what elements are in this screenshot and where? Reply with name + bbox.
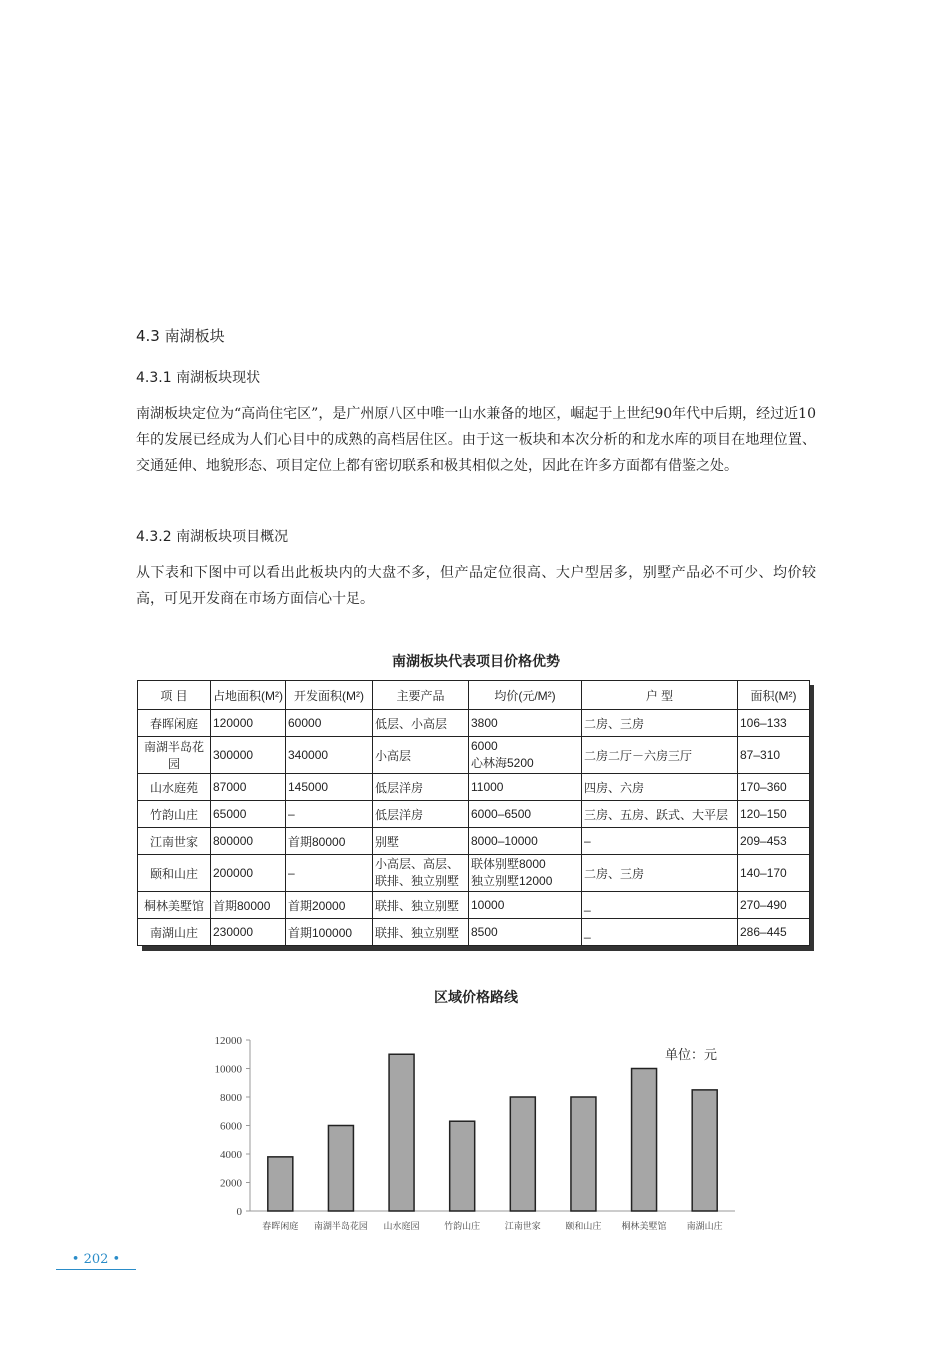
table-row (138, 828, 810, 855)
table-cell: 二房、三房 (582, 710, 738, 737)
y-tick-label: 0 (236, 1206, 242, 1218)
subsection-heading-1: 4.3.1 南湖板块现状 (136, 370, 261, 386)
chart-title: 区域价格路线 (434, 990, 518, 1006)
table-row (138, 710, 810, 737)
table-header-row (138, 681, 810, 710)
table-row (138, 774, 810, 801)
table-cell: 联体别墅8000 独立别墅12000 (469, 855, 582, 892)
table-row (138, 892, 810, 919)
subsection-heading-2: 4.3.2 南湖板块项目概况 (136, 529, 289, 545)
header-avg-price: 均价(元/M²) (469, 681, 582, 710)
bar (389, 1054, 414, 1211)
table-row (138, 801, 810, 828)
paragraph-1 (136, 401, 816, 479)
y-tick-label: 8000 (220, 1092, 242, 1104)
bar (692, 1090, 717, 1211)
table-cell: 270–490 (738, 892, 810, 919)
table-cell: 别墅 (373, 828, 469, 855)
table-row (138, 855, 810, 892)
table-cell: 春晖闲庭 (138, 710, 211, 737)
table-cell: 200000 (211, 855, 286, 892)
table-cell: 联排、独立别墅 (373, 892, 469, 919)
table-cell: 65000 (211, 801, 286, 828)
table-cell: 小高层 (373, 737, 469, 774)
price-table-container (137, 680, 809, 946)
table-cell: 6000–6500 (469, 801, 582, 828)
table-cell: 南湖山庄 (138, 919, 211, 946)
table-cell: 山水庭苑 (138, 774, 211, 801)
table-cell: 800000 (211, 828, 286, 855)
x-tick-label: 颐和山庄 (565, 1222, 602, 1232)
table-cell: – (286, 855, 373, 892)
header-layout: 户 型 (582, 681, 738, 710)
table-cell: 6000 心林海5200 (469, 737, 582, 774)
table-cell: 340000 (286, 737, 373, 774)
table-cell: 3800 (469, 710, 582, 737)
table-cell: 首期80000 (286, 828, 373, 855)
table-cell: 首期80000 (211, 892, 286, 919)
price-table (137, 680, 810, 946)
header-product: 主要产品 (373, 681, 469, 710)
page-number: • 202 • (56, 1252, 136, 1270)
table-cell: – (582, 828, 738, 855)
table-cell: 低层洋房 (373, 801, 469, 828)
bar (510, 1097, 535, 1211)
paragraph-1-text: 南湖板块定位为“高尚住宅区”，是广州原八区中唯一山水兼备的地区，崛起于上世纪90年代中后期，经过近10年的发展已经成为人们心目中的成熟的高档居住区。由于这一板块和本次分析的和龙水库的项目在地理位置、交通延伸、地貌形态、项目定位上都有密切联系和极其相似之处，因此在许多方面都有借鉴之处。 (136, 406, 816, 474)
price-bar-chart (195, 1025, 755, 1240)
table-cell: 三房、五房、跃式、大平层 (582, 801, 738, 828)
header-area: 面积(M²) (738, 681, 810, 710)
table-cell: 二房二厅－六房三厅 (582, 737, 738, 774)
table-row (138, 737, 810, 774)
table-cell: 106–133 (738, 710, 810, 737)
table-cell: 8500 (469, 919, 582, 946)
y-tick-label: 2000 (220, 1177, 242, 1190)
table-cell: 60000 (286, 710, 373, 737)
table-cell: 桐林美墅馆 (138, 892, 211, 919)
table-cell: 230000 (211, 919, 286, 946)
table-cell: 低层洋房 (373, 774, 469, 801)
x-tick-label: 竹韵山庄 (444, 1222, 481, 1232)
table-cell: 联排、独立别墅 (373, 919, 469, 946)
table-row (138, 919, 810, 946)
x-tick-label: 江南世家 (504, 1222, 541, 1232)
table-cell: 87–310 (738, 737, 810, 774)
paragraph-2-text: 从下表和下图中可以看出此板块内的大盘不多，但产品定位很高、大户型居多，别墅产品必不可少、均价较高，可见开发商在市场方面信心十足。 (136, 565, 816, 607)
y-tick-label: 12000 (214, 1035, 242, 1047)
table-cell: 209–453 (738, 828, 810, 855)
table-cell: 颐和山庄 (138, 855, 211, 892)
table-cell: 140–170 (738, 855, 810, 892)
bar (571, 1097, 596, 1211)
table-cell: _ (582, 919, 738, 946)
table-cell: 11000 (469, 774, 582, 801)
table-cell: 二房、三房 (582, 855, 738, 892)
y-tick-label: 4000 (220, 1149, 242, 1161)
table-cell: 120–150 (738, 801, 810, 828)
table-cell: 竹韵山庄 (138, 801, 211, 828)
table-cell: 286–445 (738, 919, 810, 946)
bar (632, 1069, 657, 1212)
table-cell: 145000 (286, 774, 373, 801)
table-cell: 江南世家 (138, 828, 211, 855)
table-title: 南湖板块代表项目价格优势 (392, 654, 560, 670)
x-tick-label: 南湖半岛花园 (313, 1222, 368, 1232)
paragraph-2 (136, 560, 816, 612)
y-tick-label: 6000 (220, 1120, 242, 1133)
table-cell: 四房、六房 (582, 774, 738, 801)
table-cell: 8000–10000 (469, 828, 582, 855)
x-tick-label: 南湖山庄 (686, 1222, 723, 1232)
bar (328, 1126, 353, 1212)
table-cell: 低层、小高层 (373, 710, 469, 737)
x-tick-label: 春晖闲庭 (262, 1222, 299, 1232)
table-cell: 87000 (211, 774, 286, 801)
table-cell: _ (582, 892, 738, 919)
x-tick-label: 山水庭园 (383, 1222, 420, 1232)
section-heading: 4.3 南湖板块 (136, 327, 225, 345)
header-project: 项 目 (138, 681, 211, 710)
table-cell: 10000 (469, 892, 582, 919)
header-dev-area: 开发面积(M²) (286, 681, 373, 710)
table-cell: 170–360 (738, 774, 810, 801)
table-cell: 首期20000 (286, 892, 373, 919)
x-tick-label: 桐林美墅馆 (621, 1222, 667, 1232)
header-land-area: 占地面积(M²) (211, 681, 286, 710)
table-cell: 小高层、高层、 联排、独立别墅 (373, 855, 469, 892)
y-tick-label: 10000 (214, 1063, 242, 1076)
chart-unit-label: 单位：元 (665, 1048, 718, 1063)
table-cell: 300000 (211, 737, 286, 774)
table-cell: 首期100000 (286, 919, 373, 946)
bar (450, 1121, 475, 1211)
table-cell: 120000 (211, 710, 286, 737)
bar (268, 1157, 293, 1211)
table-cell: 南湖半岛花园 (138, 737, 211, 774)
table-cell: – (286, 801, 373, 828)
